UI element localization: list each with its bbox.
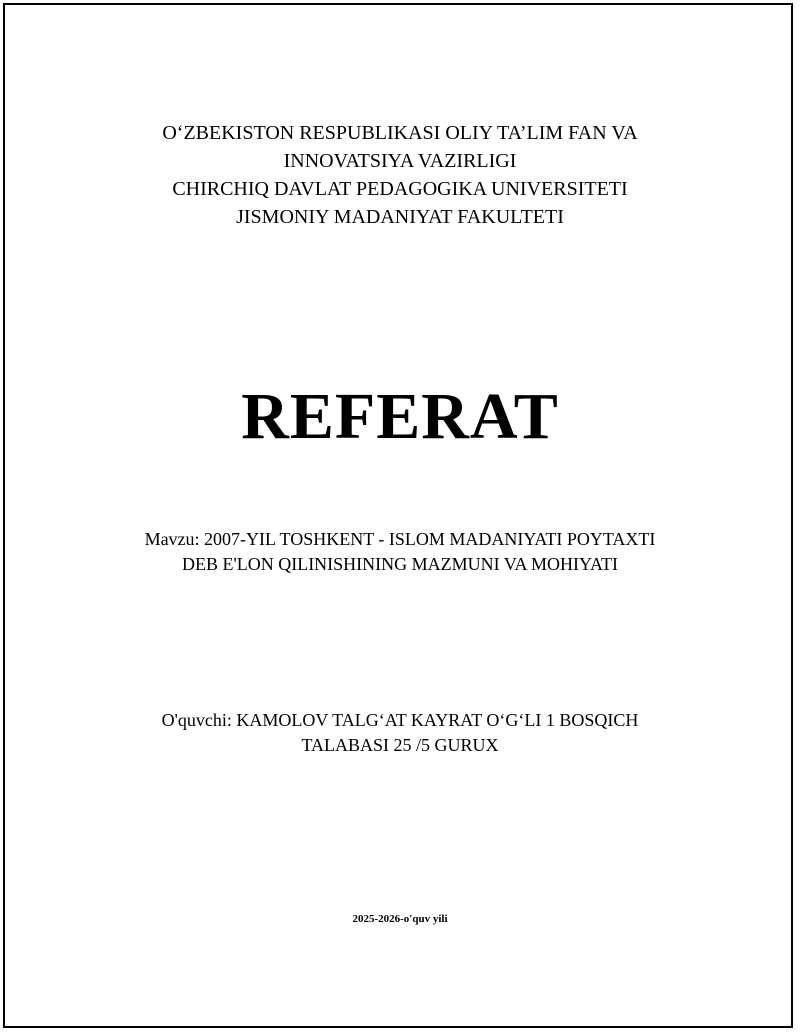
academic-year: 2025-2026-o'quv yili [352, 913, 448, 925]
header-line-ministry: O‘ZBEKISTON RESPUBLIKASI OLIY TA’LIM FAN VA [162, 122, 638, 144]
student-name: KAMOLOV TALG‘AT KAYRAT O‘G‘LI 1 BOSQICH [236, 710, 639, 730]
topic-label: Mavzu: [144, 529, 200, 549]
topic-block [0, 527, 800, 577]
student-label: O'quvchi: [161, 710, 232, 730]
header-line-university: CHIRCHIQ DAVLAT PEDAGOGIKA UNIVERSITETI [172, 178, 628, 200]
institution-header [0, 119, 800, 231]
student-line-1 [0, 708, 800, 733]
topic-line-2: DEB E'LON QILINISHINING MAZMUNI VA MOHIYATI [181, 554, 619, 574]
student-line-2: TALABASI 25 /5 GURUX [301, 735, 499, 755]
document-title: REFERAT [241, 380, 559, 453]
topic-text-1: 2007-YIL TOSHKENT - ISLOM MADANIYATI POYTAXTI [204, 529, 656, 549]
header-line-faculty: JISMONIY MADANIYAT FAKULTETI [236, 206, 564, 228]
student-block [0, 708, 800, 758]
topic-line-1 [0, 527, 800, 552]
header-line-ministry-cont: INNOVATSIYA VAZIRLIGI [283, 150, 517, 172]
